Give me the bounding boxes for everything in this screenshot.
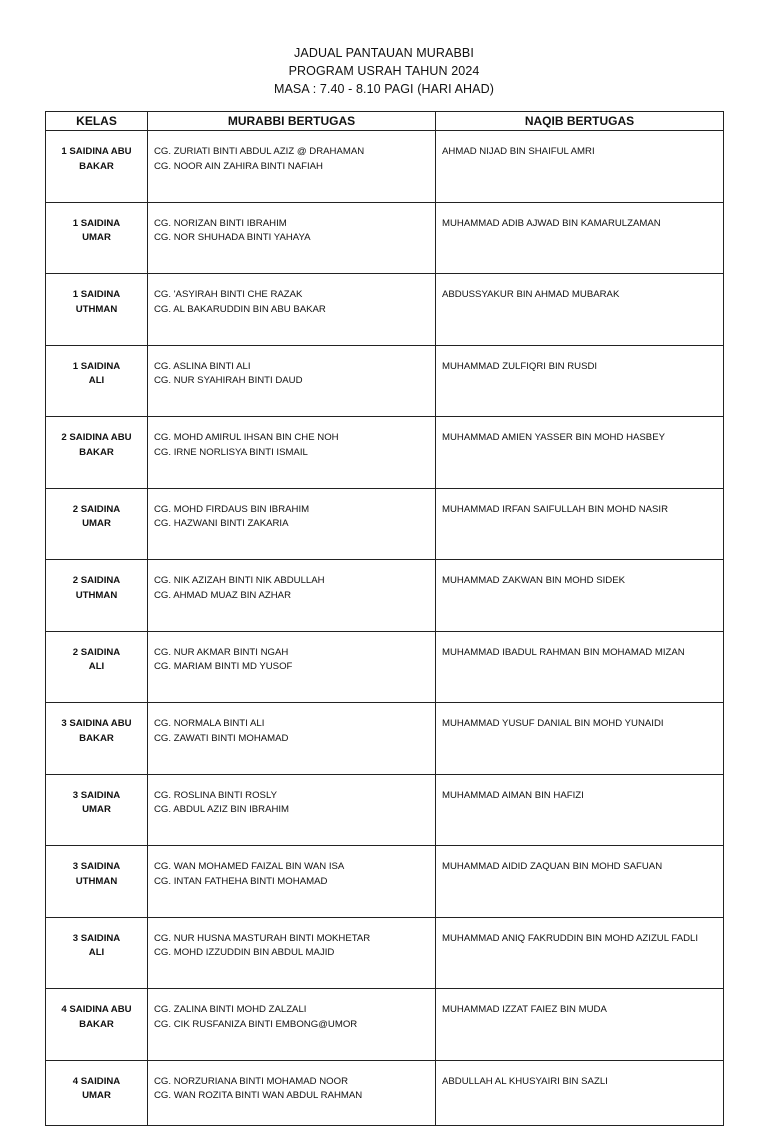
naqib-cell: AHMAD NIJAD BIN SHAIFUL AMRI — [436, 131, 724, 203]
kelas-line: 2 SAIDINA ABU — [61, 432, 132, 443]
schedule-table — [45, 111, 724, 1126]
kelas-line: 3 SAIDINA — [72, 861, 121, 872]
column-header-naqib: NAQIB BERTUGAS — [436, 112, 724, 131]
murabbi-name: CG. CIK RUSFANIZA BINTI EMBONG@UMOR — [154, 1018, 358, 1030]
murabbi-cell — [148, 560, 436, 632]
kelas-line: UTHMAN — [75, 875, 118, 887]
murabbi-name: CG. WAN ROZITA BINTI WAN ABDUL RAHMAN — [154, 1090, 363, 1101]
murabbi-name: CG. MOHD IZZUDDIN BIN ABDUL MAJID — [154, 947, 335, 958]
naqib-cell: MUHAMMAD ADIB AJWAD BIN KAMARULZAMAN — [436, 202, 724, 274]
table-row — [46, 917, 724, 989]
murabbi-cell — [148, 846, 436, 918]
murabbi-name: CG. AL BAKARUDDIN BIN ABU BAKAR — [154, 303, 326, 315]
kelas-cell — [46, 846, 148, 918]
schedule-time: MASA : 7.40 - 8.10 PAGI (HARI AHAD) — [273, 82, 494, 96]
murabbi-name: CG. ROSLINA BINTI ROSLY — [154, 789, 277, 801]
column-header-murabbi: MURABBI BERTUGAS — [148, 112, 436, 131]
murabbi-cell — [148, 202, 436, 274]
kelas-line: BAKAR — [79, 1018, 114, 1030]
kelas-line: UMAR — [82, 1090, 111, 1101]
kelas-cell — [46, 774, 148, 846]
kelas-cell — [46, 989, 148, 1061]
kelas-line: 4 SAIDINA ABU — [61, 1004, 132, 1015]
naqib-cell: MUHAMMAD IBADUL RAHMAN BIN MOHAMAD MIZAN — [436, 631, 724, 703]
murabbi-name: CG. NOOR AIN ZAHIRA BINTI NAFIAH — [154, 160, 323, 172]
murabbi-name: CG. IRNE NORLISYA BINTI ISMAIL — [154, 446, 308, 458]
kelas-line: BAKAR — [79, 160, 114, 172]
table-row — [46, 1060, 724, 1125]
kelas-line: 3 SAIDINA — [72, 932, 121, 944]
table-row — [46, 345, 724, 417]
kelas-line: 1 SAIDINA — [72, 217, 121, 229]
kelas-line: UMAR — [82, 804, 111, 815]
kelas-line: BAKAR — [79, 732, 114, 744]
kelas-line: 3 SAIDINA — [72, 789, 121, 801]
murabbi-name: CG. AHMAD MUAZ BIN AZHAR — [154, 589, 291, 601]
kelas-cell — [46, 345, 148, 417]
table-row — [46, 846, 724, 918]
naqib-cell: MUHAMMAD AIDID ZAQUAN BIN MOHD SAFUAN — [436, 846, 724, 918]
murabbi-name: CG. MARIAM BINTI MD YUSOF — [154, 661, 293, 672]
murabbi-name: CG. NIK AZIZAH BINTI NIK ABDULLAH — [154, 575, 325, 586]
document-title: JADUAL PANTAUAN MURABBI — [294, 46, 474, 60]
table-row — [46, 417, 724, 489]
kelas-line: UMAR — [82, 232, 111, 243]
murabbi-name: CG. NORZURIANA BINTI MOHAMAD NOOR — [154, 1075, 349, 1087]
kelas-cell — [46, 488, 148, 560]
murabbi-name: CG. HAZWANI BINTI ZAKARIA — [154, 518, 289, 529]
kelas-line: 1 SAIDINA ABU — [61, 146, 132, 157]
table-row — [46, 131, 724, 203]
murabbi-name: CG. WAN MOHAMED FAIZAL BIN WAN ISA — [154, 861, 345, 872]
murabbi-name: CG. NUR SYAHIRAH BINTI DAUD — [154, 375, 303, 386]
column-header-kelas: KELAS — [46, 112, 148, 131]
kelas-line: ALI — [88, 375, 105, 386]
murabbi-cell — [148, 488, 436, 560]
murabbi-name: CG. ASLINA BINTI ALI — [154, 360, 251, 372]
kelas-line: 4 SAIDINA — [72, 1075, 121, 1087]
murabbi-name: CG. ZALINA BINTI MOHD ZALZALI — [154, 1004, 307, 1015]
table-row — [46, 560, 724, 632]
naqib-cell: MUHAMMAD ANIQ FAKRUDDIN BIN MOHD AZIZUL FADLI — [436, 917, 724, 989]
kelas-cell — [46, 417, 148, 489]
kelas-line: 2 SAIDINA — [72, 503, 121, 515]
naqib-cell: MUHAMMAD ZAKWAN BIN MOHD SIDEK — [436, 560, 724, 632]
murabbi-name: CG. 'ASYIRAH BINTI CHE RAZAK — [154, 289, 303, 300]
murabbi-cell — [148, 774, 436, 846]
naqib-cell: MUHAMMAD IZZAT FAIEZ BIN MUDA — [436, 989, 724, 1061]
table-row — [46, 774, 724, 846]
table-row — [46, 631, 724, 703]
murabbi-name: CG. NUR HUSNA MASTURAH BINTI MOKHETAR — [154, 932, 371, 944]
naqib-cell: MUHAMMAD IRFAN SAIFULLAH BIN MOHD NASIR — [436, 488, 724, 560]
kelas-line: UTHMAN — [75, 303, 118, 315]
kelas-cell — [46, 560, 148, 632]
naqib-cell: MUHAMMAD AIMAN BIN HAFIZI — [436, 774, 724, 846]
murabbi-cell — [148, 274, 436, 346]
murabbi-name: CG. NORMALA BINTI ALI — [154, 718, 265, 729]
kelas-line: ALI — [88, 947, 105, 958]
kelas-cell — [46, 131, 148, 203]
table-row — [46, 274, 724, 346]
naqib-cell: MUHAMMAD YUSUF DANIAL BIN MOHD YUNAIDI — [436, 703, 724, 775]
murabbi-cell — [148, 917, 436, 989]
kelas-line: 1 SAIDINA — [72, 360, 121, 372]
kelas-line: 2 SAIDINA — [72, 646, 121, 658]
kelas-line: ALI — [88, 661, 105, 672]
kelas-cell — [46, 917, 148, 989]
naqib-cell: MUHAMMAD AMIEN YASSER BIN MOHD HASBEY — [436, 417, 724, 489]
kelas-line: BAKAR — [79, 446, 114, 458]
murabbi-name: CG. NOR SHUHADA BINTI YAHAYA — [154, 232, 311, 243]
murabbi-name: CG. NORIZAN BINTI IBRAHIM — [154, 217, 287, 229]
murabbi-name: CG. ZURIATI BINTI ABDUL AZIZ @ DRAHAMAN — [154, 146, 365, 157]
kelas-cell — [46, 274, 148, 346]
table-row — [46, 989, 724, 1061]
table-row — [46, 703, 724, 775]
table-header-row — [46, 112, 724, 131]
murabbi-cell — [148, 1060, 436, 1125]
kelas-line: UTHMAN — [75, 589, 118, 601]
murabbi-cell — [148, 703, 436, 775]
kelas-line: 3 SAIDINA ABU — [61, 718, 132, 729]
kelas-line: 1 SAIDINA — [72, 289, 121, 300]
kelas-cell — [46, 202, 148, 274]
kelas-cell — [46, 631, 148, 703]
murabbi-name: CG. ZAWATI BINTI MOHAMAD — [154, 732, 289, 744]
murabbi-cell — [148, 345, 436, 417]
kelas-cell — [46, 1060, 148, 1125]
table-row — [46, 488, 724, 560]
kelas-cell — [46, 703, 148, 775]
naqib-cell: MUHAMMAD ZULFIQRI BIN RUSDI — [436, 345, 724, 417]
schedule-table-body — [46, 131, 724, 1126]
document-subtitle: PROGRAM USRAH TAHUN 2024 — [288, 64, 480, 78]
murabbi-name: CG. MOHD FIRDAUS BIN IBRAHIM — [154, 503, 310, 515]
kelas-line: UMAR — [82, 518, 111, 529]
murabbi-name: CG. INTAN FATHEHA BINTI MOHAMAD — [154, 875, 328, 887]
murabbi-name: CG. ABDUL AZIZ BIN IBRAHIM — [154, 804, 290, 815]
murabbi-cell — [148, 417, 436, 489]
murabbi-cell — [148, 131, 436, 203]
murabbi-cell — [148, 631, 436, 703]
murabbi-name: CG. MOHD AMIRUL IHSAN BIN CHE NOH — [154, 432, 339, 443]
murabbi-cell — [148, 989, 436, 1061]
document-header — [0, 44, 768, 98]
naqib-cell: ABDUSSYAKUR BIN AHMAD MUBARAK — [436, 274, 724, 346]
murabbi-name: CG. NUR AKMAR BINTI NGAH — [154, 646, 289, 658]
table-row — [46, 202, 724, 274]
kelas-line: 2 SAIDINA — [72, 575, 121, 586]
naqib-cell: ABDULLAH AL KHUSYAIRI BIN SAZLI — [436, 1060, 724, 1125]
